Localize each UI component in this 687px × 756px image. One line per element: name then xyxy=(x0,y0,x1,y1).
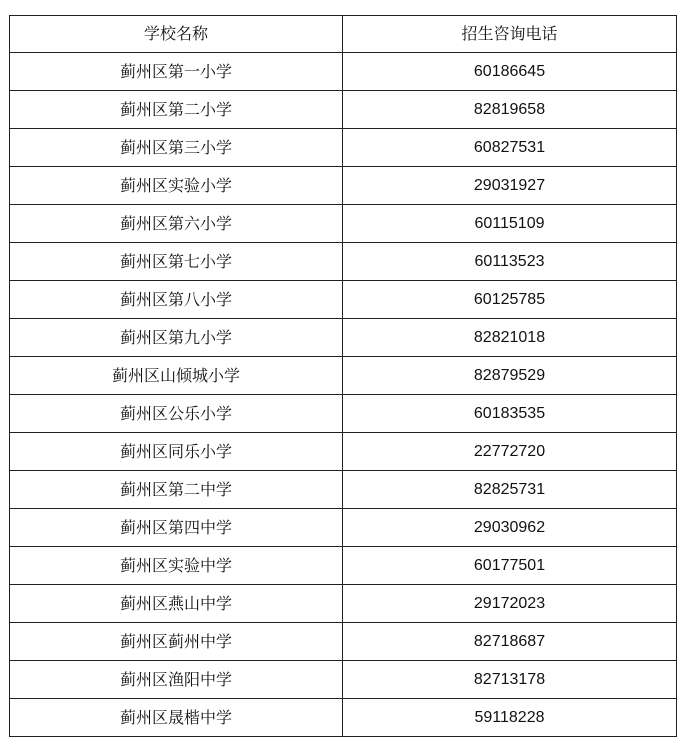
column-header-school-name: 学校名称 xyxy=(10,16,343,53)
phone-cell: 82825731 xyxy=(343,471,677,509)
school-name-cell: 蓟州区第七小学 xyxy=(10,243,343,281)
phone-cell: 60113523 xyxy=(343,243,677,281)
school-name-cell: 蓟州区第六小学 xyxy=(10,205,343,243)
table-row xyxy=(10,661,677,699)
school-contact-table xyxy=(9,15,677,737)
table-row xyxy=(10,433,677,471)
table-row xyxy=(10,471,677,509)
column-header-phone: 招生咨询电话 xyxy=(343,16,677,53)
phone-cell: 82718687 xyxy=(343,623,677,661)
school-name-cell: 蓟州区渔阳中学 xyxy=(10,661,343,699)
school-name-cell: 蓟州区第一小学 xyxy=(10,53,343,91)
phone-cell: 82713178 xyxy=(343,661,677,699)
school-name-cell: 蓟州区燕山中学 xyxy=(10,585,343,623)
table-row xyxy=(10,319,677,357)
school-name-cell: 蓟州区山倾城小学 xyxy=(10,357,343,395)
phone-cell: 29031927 xyxy=(343,167,677,205)
school-name-cell: 蓟州区第二小学 xyxy=(10,91,343,129)
table-row xyxy=(10,395,677,433)
phone-cell: 60183535 xyxy=(343,395,677,433)
school-name-cell: 蓟州区公乐小学 xyxy=(10,395,343,433)
phone-cell: 60827531 xyxy=(343,129,677,167)
phone-cell: 22772720 xyxy=(343,433,677,471)
phone-cell: 29172023 xyxy=(343,585,677,623)
table-row xyxy=(10,129,677,167)
table-row xyxy=(10,205,677,243)
table-row xyxy=(10,547,677,585)
phone-cell: 82879529 xyxy=(343,357,677,395)
school-name-cell: 蓟州区同乐小学 xyxy=(10,433,343,471)
table-row xyxy=(10,509,677,547)
table-row xyxy=(10,585,677,623)
table-row xyxy=(10,357,677,395)
table-row xyxy=(10,167,677,205)
table-body xyxy=(10,53,677,737)
table-row xyxy=(10,281,677,319)
table-row xyxy=(10,91,677,129)
phone-cell: 60177501 xyxy=(343,547,677,585)
table-header xyxy=(10,16,677,53)
table-row xyxy=(10,699,677,737)
school-name-cell: 蓟州区第二中学 xyxy=(10,471,343,509)
school-name-cell: 蓟州区第四中学 xyxy=(10,509,343,547)
school-name-cell: 蓟州区晟楷中学 xyxy=(10,699,343,737)
school-name-cell: 蓟州区实验中学 xyxy=(10,547,343,585)
table-row xyxy=(10,243,677,281)
school-name-cell: 蓟州区实验小学 xyxy=(10,167,343,205)
phone-cell: 60115109 xyxy=(343,205,677,243)
phone-cell: 59118228 xyxy=(343,699,677,737)
school-name-cell: 蓟州区蓟州中学 xyxy=(10,623,343,661)
school-name-cell: 蓟州区第九小学 xyxy=(10,319,343,357)
phone-cell: 60125785 xyxy=(343,281,677,319)
header-row xyxy=(10,16,677,53)
school-name-cell: 蓟州区第八小学 xyxy=(10,281,343,319)
school-name-cell: 蓟州区第三小学 xyxy=(10,129,343,167)
phone-cell: 82819658 xyxy=(343,91,677,129)
phone-cell: 60186645 xyxy=(343,53,677,91)
phone-cell: 29030962 xyxy=(343,509,677,547)
table-row xyxy=(10,623,677,661)
phone-cell: 82821018 xyxy=(343,319,677,357)
table-row xyxy=(10,53,677,91)
